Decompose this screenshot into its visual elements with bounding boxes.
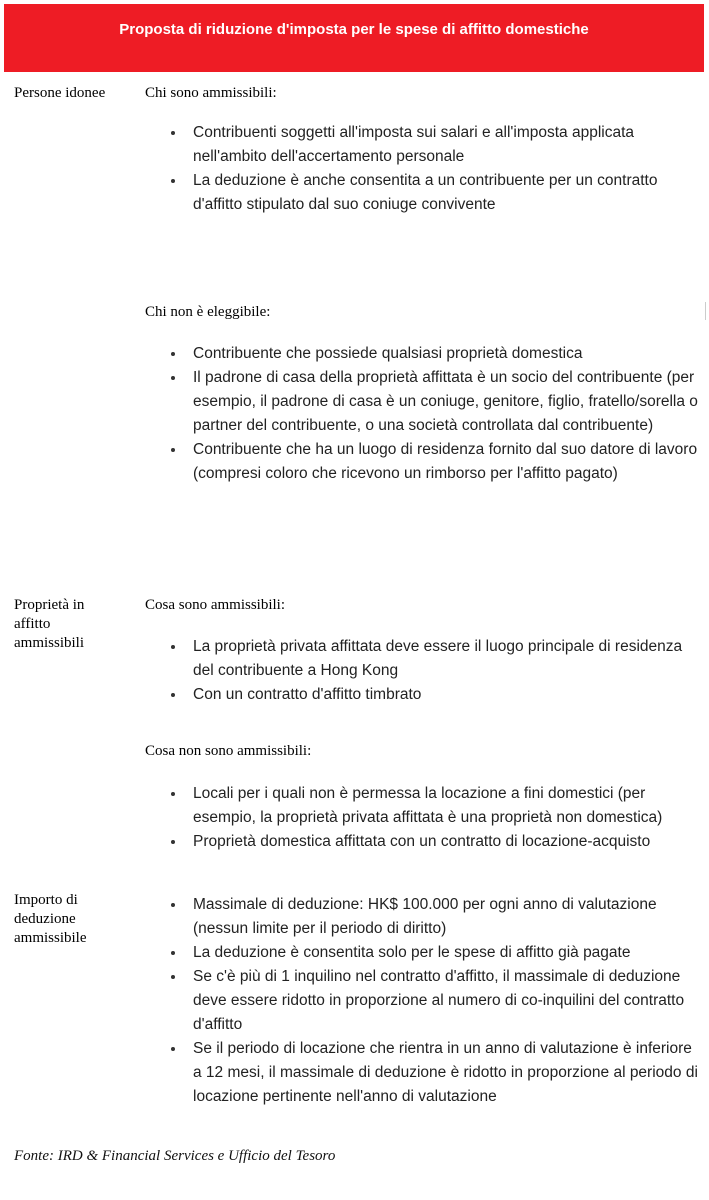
list-item: Massimale di deduzione: HK$ 100.000 per ogni anno di valutazione (nessun limite per il periodo di diritto) — [145, 893, 700, 941]
source-note: Fonte: IRD & Financial Services e Ufficio del Tesoro — [14, 1148, 336, 1164]
section-label-proprieta: Proprietà in affitto ammissibili — [14, 597, 85, 651]
list-item: La deduzione è anche consentita a un contribuente per un contratto d'affitto stipulato dal suo coniuge convivente — [145, 169, 700, 217]
list-item: Se il periodo di locazione che rientra in un anno di valutazione è inferiore a 12 mesi, il massimale di deduzione è ridotto in proporzione al periodo di locazione pertinente nell'anno di valutazione — [145, 1037, 700, 1109]
eligible-property-list — [145, 635, 700, 707]
section-label-persone-idonee: Persone idonee — [14, 85, 106, 101]
list-item: Il padrone di casa della proprietà affittata è un socio del contribuente (per esempio, il padrone di casa è un coniuge, genitore, figlio, fratello/sorella o partner del contribuente, o una società controllata dal contribuente) — [145, 366, 700, 438]
list-item: Con un contratto d'affitto timbrato — [145, 683, 700, 707]
list-item: La deduzione è consentita solo per le spese di affitto già pagate — [145, 941, 700, 965]
table-header — [4, 4, 704, 72]
list-item: Contribuente che possiede qualsiasi proprietà domestica — [145, 342, 700, 366]
list-item: Proprietà domestica affittata con un contratto di locazione-acquisto — [145, 830, 700, 854]
subheading-cosa-non-sono-ammissibili: Cosa non sono ammissibili: — [145, 743, 312, 759]
list-item: La proprietà privata affittata deve essere il luogo principale di residenza del contribuente a Hong Kong — [145, 635, 700, 683]
subheading-chi-sono-ammissibili: Chi sono ammissibili: — [145, 85, 277, 101]
section-label-importo: Importo di deduzione ammissibile — [14, 892, 87, 946]
list-item: Contribuente che ha un luogo di residenza fornito dal suo datore di lavoro (compresi coloro che ricevono un rimborso per l'affitto pagato) — [145, 438, 700, 486]
subheading-chi-non-e-eleggibile: Chi non è eleggibile: — [145, 304, 271, 320]
deduction-amount-list — [145, 893, 700, 1109]
list-item: Locali per i quali non è permessa la locazione a fini domestici (per esempio, la proprietà privata affittata è una proprietà non domestica) — [145, 782, 700, 830]
scrollbar-marker — [705, 302, 706, 320]
subheading-cosa-sono-ammissibili: Cosa sono ammissibili: — [145, 597, 286, 613]
ineligible-persons-list — [145, 342, 700, 486]
table-title: Proposta di riduzione d'imposta per le spese di affitto domestiche — [119, 21, 589, 38]
list-item: Se c'è più di 1 inquilino nel contratto d'affitto, il massimale di deduzione deve essere ridotto in proporzione al numero di co-inquilini del contratto d'affitto — [145, 965, 700, 1037]
list-item: Contribuenti soggetti all'imposta sui salari e all'imposta applicata nell'ambito dell'accertamento personale — [145, 121, 700, 169]
ineligible-property-list — [145, 782, 700, 854]
eligible-persons-list — [145, 121, 700, 217]
